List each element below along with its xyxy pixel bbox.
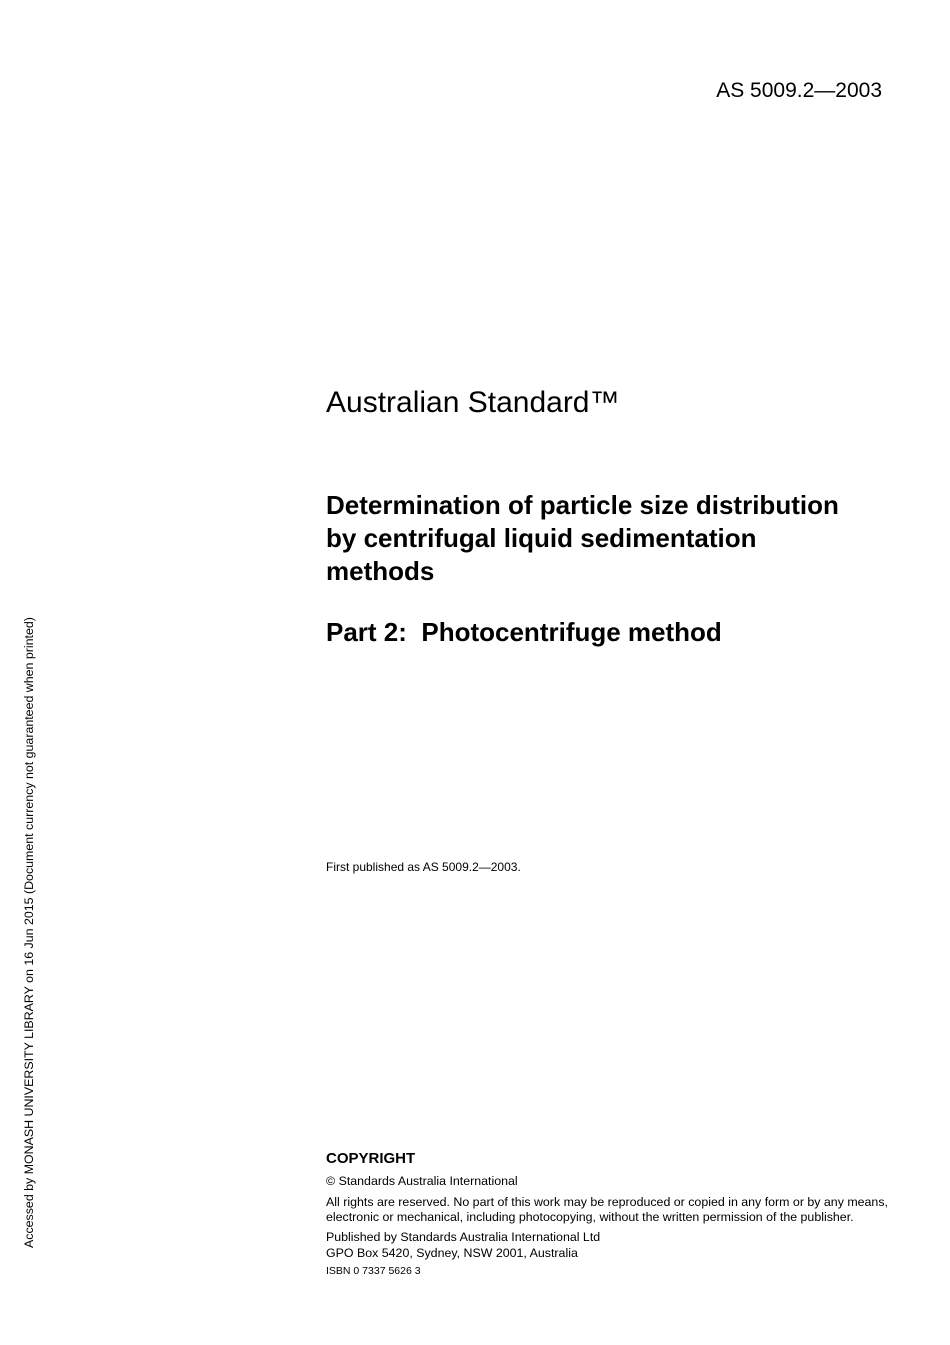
copyright-heading: COPYRIGHT [326,1150,416,1167]
rights-statement: All rights are reserved. No part of this work may be reproduced or copied in any form or by any means, electronic or mechanical, including photocopying, without the written permission of the publisher. [326,1195,888,1224]
publisher-address: GPO Box 5420, Sydney, NSW 2001, Australia [326,1245,578,1260]
copyright-section [326,1149,891,1278]
publisher-name: Published by Standards Australia International Ltd [326,1230,601,1244]
document-title: Determination of particle size distribution by centrifugal liquid sedimentation methods [326,490,839,586]
copyright-holder: © Standards Australia International [326,1174,518,1188]
isbn: ISBN 0 7337 5626 3 [326,1265,421,1277]
first-published-note: First published as AS 5009.2—2003. [326,860,521,874]
access-notice: Accessed by MONASH UNIVERSITY LIBRARY on 16 Jun 2015 (Document currency not guaranteed when printed) [22,617,36,1248]
publisher-info [326,1230,891,1261]
standard-label: Australian Standard™ [326,386,620,419]
document-code: AS 5009.2—2003 [716,79,882,102]
part-title: Part 2: Photocentrifuge method [326,617,722,647]
